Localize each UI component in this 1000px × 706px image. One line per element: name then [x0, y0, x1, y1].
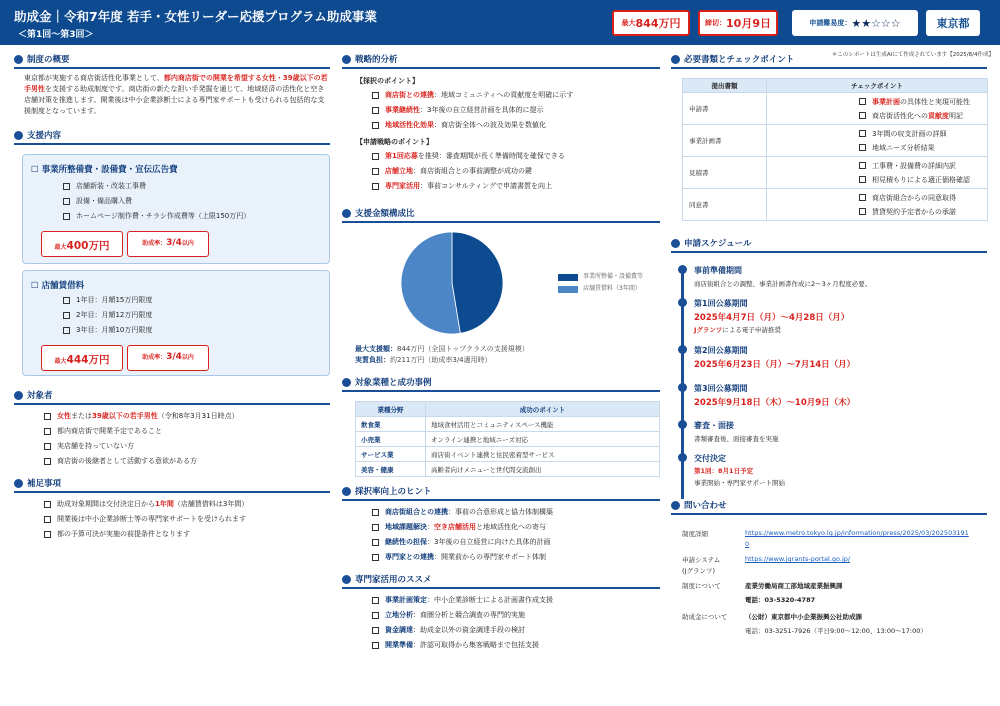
hint-sep: ：: [427, 523, 434, 531]
contact-aid-tel: 電話：03-3251-7926（平日9:00〜12:00、13:00〜17:00）: [745, 627, 927, 635]
industries-section: [342, 376, 660, 392]
deadline-prefix: 締切：: [705, 19, 727, 27]
docs-col-header: 提出書類: [683, 79, 767, 93]
strategy-item-key: 地域活性化効果: [385, 121, 434, 129]
industries-title: 対象業種と成功事例: [355, 378, 432, 388]
card1-item: ホームページ制作費・チラシ作成費等（上限150万円）: [63, 209, 250, 224]
card1-rate-suffix: 以内: [181, 240, 194, 247]
support-card-facilities: [22, 154, 330, 264]
doc-check-red: 貢献度: [928, 111, 949, 120]
pie-legend: [558, 271, 643, 295]
difficulty-label: 申請難易度：: [809, 19, 852, 27]
contact-aid-org: （公財）東京都中小企業振興公社助成課: [745, 613, 862, 621]
docs-section: [671, 53, 987, 69]
ratio-title: 支援金額構成比: [355, 209, 415, 219]
strategy-item: [372, 179, 660, 194]
industry-point: 高齢者向けメニューと世代間交流創出: [426, 462, 660, 477]
chart-icon: [342, 55, 351, 64]
card1-items: [63, 179, 250, 224]
industry-name: サービス業: [356, 447, 426, 462]
ratio-real-value: 約211万円（助成率3/4適用時）: [390, 356, 492, 364]
schedule-step-desc: 書類審査後、面接審査を実施: [694, 435, 779, 443]
doc-check-text: 明記: [949, 111, 963, 120]
overview-title: 制度の概要: [27, 55, 70, 65]
schedule-step-date: 2025年6月23日（月）〜7月14日（月）: [694, 360, 856, 370]
users-icon: [14, 391, 23, 400]
strategy-item-text: ：商店街全体への波及効果を数値化: [434, 121, 546, 129]
strategy-item-key: 事業継続性: [385, 106, 420, 114]
notes-item: [44, 497, 330, 512]
support-section: [14, 129, 330, 145]
building-icon: [342, 378, 351, 387]
card2-item: 2年目：月額12万円限度: [63, 308, 152, 323]
strategy-body: [342, 74, 660, 194]
industry-name: 美容・健康: [356, 462, 426, 477]
difficulty-badge: [792, 10, 918, 36]
card2-max-prefix: 最大: [54, 358, 67, 365]
legend-item: [558, 271, 643, 283]
contact-about-tel: 電話：03-5320-4787: [745, 596, 816, 604]
doc-check-red: 事業計画: [872, 97, 900, 106]
deadline-badge: [698, 10, 778, 36]
card1-rate-pill: [127, 231, 209, 257]
notes-period-red: 1年間: [155, 500, 174, 508]
contact-section: [671, 499, 987, 515]
table-row: [683, 93, 988, 125]
support-header: [14, 129, 330, 145]
card1-rate: 3/4: [166, 238, 182, 248]
warning-icon: [14, 479, 23, 488]
ratio-real-label: 実質負担：: [355, 356, 390, 364]
industry-point: 地域食材活用とコミュニティスペース機能: [426, 417, 660, 432]
doc-check: 相見積もりによる適正価格確認: [859, 173, 987, 187]
industries-col-header: 業種分野: [356, 402, 426, 417]
table-row: [356, 417, 660, 432]
expert-text: ：商圏分析と競合調査の専門的実施: [413, 611, 525, 619]
info-icon: [14, 55, 23, 64]
expert-icon: [342, 575, 351, 584]
table-row: [356, 462, 660, 477]
strategy-item-key: 商店街との連携: [385, 91, 434, 99]
schedule-step-date: 第1回：8月1日予定: [694, 467, 754, 475]
ratio-max-line: [355, 344, 529, 355]
doc-name: 申請書: [683, 93, 767, 125]
contact-title: 問い合わせ: [684, 501, 727, 511]
document-icon: [671, 55, 680, 64]
schedule-step-title: 審査・面接: [694, 421, 734, 430]
industry-point: 商店街イベント連携と住民密着型サービス: [426, 447, 660, 462]
notes-title: 補足事項: [27, 479, 62, 489]
hint-text: と地域活性化への寄与: [476, 523, 546, 531]
table-row: [356, 447, 660, 462]
notes-header: [14, 477, 330, 493]
timeline-dot: [678, 453, 687, 462]
support-pie-chart: [400, 231, 504, 335]
card2-items: [63, 293, 152, 338]
doc-name: 同意書: [683, 189, 767, 221]
strategy-group1: 【採択のポイント】: [356, 77, 419, 85]
industries-table: [355, 401, 660, 477]
strategy-item-text: ：3年後の自立経営計画を具体的に提示: [420, 106, 544, 114]
schedule-step-title: 事前準備期間: [694, 266, 742, 275]
notes-section: [14, 477, 330, 542]
strategy-item: [372, 164, 660, 179]
industries-header-row: [356, 402, 660, 417]
schedule-step-desc: [694, 325, 781, 334]
docs-title: 必要書類とチェックポイント: [684, 55, 795, 65]
contact-system-link[interactable]: https://www.jgrants-portal.go.jp/: [745, 555, 851, 563]
table-row: [356, 432, 660, 447]
eligibility-women: 女性: [57, 412, 71, 420]
table-row: [683, 189, 988, 221]
deadline: 10月9日: [726, 17, 771, 30]
doc-check: 工事費・設備費の詳細内訳: [859, 159, 987, 173]
legend-label: 事業所整備・設備費等: [583, 273, 644, 280]
pie-slice-1: [401, 232, 460, 334]
docs-col-header: チェックポイント: [767, 79, 988, 93]
strategy-item: [372, 118, 660, 133]
notes-list: [14, 497, 330, 542]
contact-detail-link[interactable]: https://www.metro.tokyo.lg.jp/information/press/2025/03/202503191: [745, 529, 969, 537]
docs-header-row: [683, 79, 988, 93]
strategy-item: [372, 103, 660, 118]
pie-icon: [342, 209, 351, 218]
schedule-step-title: 第2回公募期間: [694, 346, 748, 355]
hints-section: [342, 485, 660, 565]
doc-check: 3年間の収支計画の詳細: [859, 127, 987, 141]
contact-about-label: 制度について: [682, 582, 721, 590]
hint-key: 商店街組合との連携: [385, 508, 448, 516]
ratio-summary: [355, 344, 529, 366]
table-row: [683, 125, 988, 157]
support-title: 支援内容: [27, 131, 62, 141]
doc-checks: [767, 189, 988, 221]
card1-item: 店舗新装・改装工事費: [63, 179, 250, 194]
expert-item: [372, 638, 660, 653]
strategy-item: [372, 149, 660, 164]
ratio-max-label: 最大支援額：: [355, 345, 397, 353]
card1-item: 設備・備品購入費: [63, 194, 250, 209]
timeline-dot: [678, 298, 687, 307]
max-amount-badge: [612, 10, 690, 36]
eligibility-item: 実店舗を持っていない方: [44, 439, 330, 454]
timeline-dot: [678, 420, 687, 429]
max-amount: 844万円: [635, 17, 681, 30]
ratio-section: [342, 207, 660, 223]
doc-checks: [767, 93, 988, 125]
eligibility-title: 対象者: [27, 391, 53, 401]
schedule-step-date: 2025年4月7日（月）〜4月28日（月）: [694, 313, 850, 323]
experts-list: [342, 593, 660, 653]
table-row: [683, 157, 988, 189]
ai-note: ＊このレポートは生成AIにて作成されています【2025/8/4作成】: [831, 52, 994, 58]
schedule-title: 申請スケジュール: [684, 239, 752, 249]
industry-name: 飲食業: [356, 417, 426, 432]
schedule-step-title: 第1回公募期間: [694, 299, 748, 308]
hint-red: 空き店舗活用: [434, 523, 476, 531]
contact-system-sublabel: (Jグランツ): [682, 567, 715, 575]
card2-rate-pill: [127, 345, 209, 371]
eligibility-young-men: 39歳以下の若手男性: [92, 412, 158, 420]
notes-item: 都の予算可決が実施の前提条件となります: [44, 527, 330, 542]
notes-item: 開業後は中小企業診断士等の専門家サポートを受けられます: [44, 512, 330, 527]
ratio-max-value: 844万円（全国トップクラスの支援規模）: [397, 345, 529, 353]
strategy-item-key: 専門家活用: [385, 182, 420, 190]
schedule-step-title: 交付決定: [694, 454, 726, 463]
docs-table: [682, 78, 988, 221]
eligibility-or: または: [71, 412, 92, 420]
strategy-group1-list: [356, 88, 660, 133]
hint-text: ：3年後の自立経営に向けた具体的計画: [427, 538, 551, 546]
eligibility-item: 商店街の後継者として活動する意欲がある方: [44, 454, 330, 469]
contact-detail-label: 制度詳細: [682, 530, 708, 538]
industries-col-header: 成功のポイント: [426, 402, 660, 417]
contact-detail-link-cont[interactable]: 0: [745, 540, 750, 548]
hints-header: [342, 485, 660, 501]
doc-checks: [767, 157, 988, 189]
card2-rate: 3/4: [166, 352, 182, 362]
expert-key: 事業計画策定: [385, 596, 427, 604]
contact-aid-label: 助成金について: [682, 613, 728, 621]
overview-text: [14, 73, 330, 117]
strategy-item-key: 第1回応募: [385, 152, 418, 160]
eligibility-item: [44, 409, 330, 424]
timeline-dot: [678, 265, 687, 274]
overview-text2: を支援する助成制度です。商店街の新たな担い手発掘を通じて、地域経済の活性化と空き店舗対策を推進します。開業後は中小企業診断士による専門家サポートも受けられる包括的な支援制度となっています。: [24, 85, 325, 115]
hints-list: [342, 505, 660, 565]
doc-name: 事業計画書: [683, 125, 767, 157]
hints-title: 採択率向上のヒント: [355, 487, 432, 497]
experts-section: [342, 573, 660, 653]
docs-header: [671, 53, 987, 69]
card2-title: ☐ 店舗賃借料: [31, 281, 85, 291]
expert-key: 開業準備: [385, 641, 413, 649]
hint-item: [372, 505, 660, 520]
doc-check: [859, 95, 987, 109]
jgrants-label: Jグランツ: [694, 326, 723, 334]
doc-checks: [767, 125, 988, 157]
support-card-rent: [22, 270, 330, 376]
industries-header: [342, 376, 660, 392]
strategy-header: [342, 53, 660, 69]
schedule-step-title: 第3回公募期間: [694, 384, 748, 393]
notes-period-a: 助成対象期間は交付決定日から: [57, 500, 155, 508]
card1-max: 400万円: [66, 240, 110, 252]
card2-rate-suffix: 以内: [181, 354, 194, 361]
doc-check: [859, 109, 987, 123]
pie-slice-0: [452, 232, 503, 333]
expert-text: ：助成金以外の資金調達手段の検討: [413, 626, 525, 634]
region-badge: 東京都: [926, 10, 980, 36]
hint-key: 専門家との連携: [385, 553, 434, 561]
eligibility-header: [14, 389, 330, 405]
timeline-dot: [678, 383, 687, 392]
doc-check: 商店街組合からの同意取得: [859, 191, 987, 205]
lightbulb-icon: [342, 487, 351, 496]
schedule-step-date: 2025年9月18日（木）〜10月9日（木）: [694, 398, 856, 408]
ratio-header: [342, 207, 660, 223]
legend-swatch: [558, 286, 578, 293]
notes-period-b: （店舗賃借料は3年間）: [173, 500, 249, 508]
eligibility-section: [14, 389, 330, 469]
strategy-item-text: ：商店街組合との事前調整が成功の鍵: [413, 167, 532, 175]
timeline-dot: [678, 345, 687, 354]
strategy-group2-list: [356, 149, 660, 194]
handshake-icon: [14, 131, 23, 140]
hint-item: [372, 535, 660, 550]
eligibility-date: （令和8年3月31日時点）: [157, 412, 239, 420]
overview-text1: 東京都が実施する商店街活性化事業として、: [24, 74, 164, 82]
strategy-section: [342, 53, 660, 194]
card1-title: ☐ 事業所整備費・設備費・宣伝広告費: [31, 165, 178, 175]
expert-key: 資金調達: [385, 626, 413, 634]
calendar-icon: [671, 239, 680, 248]
eligibility-list: [14, 409, 330, 469]
industry-name: 小売業: [356, 432, 426, 447]
expert-key: 立地分析: [385, 611, 413, 619]
experts-title: 専門家活用のススメ: [355, 575, 432, 585]
hint-key: 地域課題解決: [385, 523, 427, 531]
card2-item: 3年目：月額10万円限度: [63, 323, 152, 338]
max-prefix: 最大: [621, 19, 636, 27]
overview-text-red: 都内商店街での開業を希望する女性・39歳以下の若手男性: [24, 74, 328, 93]
strategy-item-text: ：事前コンサルティングで申請書質を向上: [420, 182, 552, 190]
phone-icon: [671, 501, 680, 510]
legend-item: [558, 283, 643, 295]
schedule-step-note: による電子申請推奨: [722, 326, 781, 334]
contact-header: [671, 499, 987, 515]
card1-rate-label: 助成率：: [142, 240, 167, 247]
expert-item: [372, 623, 660, 638]
legend-label: 店舗賃借料（3年間）: [583, 285, 641, 292]
expert-item: [372, 593, 660, 608]
eligibility-item: 都内商店街で開業予定であること: [44, 424, 330, 439]
card2-max: 444万円: [66, 354, 110, 366]
experts-header: [342, 573, 660, 589]
legend-swatch: [558, 274, 578, 281]
overview-section: [14, 53, 330, 117]
doc-check: 賃貸契約予定者からの承諾: [859, 205, 987, 219]
strategy-item-text: を推奨：審査期間が長く準備時間を確保できる: [417, 152, 565, 160]
ratio-real-line: [355, 355, 529, 366]
schedule-section: [671, 237, 987, 253]
page-subtitle: ＜第1回〜第3回＞: [18, 30, 94, 40]
strategy-item-text: ：地域コミュニティへの貢献度を明確に示す: [434, 91, 574, 99]
hint-text: ：事前の合意形成と協力体制構築: [448, 508, 553, 516]
card1-max-pill: [41, 231, 123, 257]
hint-item: [372, 520, 660, 535]
schedule-step-desc: 事業開始・専門家サポート開始: [694, 479, 785, 487]
strategy-item: [372, 88, 660, 103]
expert-item: [372, 608, 660, 623]
expert-text: ：許認可取得から集客戦略まで包括支援: [413, 641, 539, 649]
industry-point: オンライン連携と地域ニーズ対応: [426, 432, 660, 447]
header-bar: [0, 0, 1000, 45]
expert-text: ：中小企業診断士による計画書作成支援: [427, 596, 553, 604]
difficulty-stars: ★★☆☆☆: [851, 16, 901, 30]
doc-check-text: の具体性と実現可能性: [900, 97, 970, 106]
schedule-header: [671, 237, 987, 253]
overview-header: [14, 53, 330, 69]
doc-check-pre: 商店街活性化への: [872, 111, 928, 120]
page-title: 助成金｜令和7年度 若手・女性リーダー応援プログラム助成事業: [14, 9, 377, 24]
hint-key: 継続性の担保: [385, 538, 427, 546]
card1-max-prefix: 最大: [54, 244, 67, 251]
card2-max-pill: [41, 345, 123, 371]
strategy-group2: 【申請戦略のポイント】: [356, 138, 433, 146]
contact-system-label: 申請システム: [682, 556, 721, 564]
doc-check: 地域ニーズ分析結果: [859, 141, 987, 155]
card2-rate-label: 助成率：: [142, 354, 167, 361]
card2-item: 1年目：月額15万円限度: [63, 293, 152, 308]
doc-name: 見積書: [683, 157, 767, 189]
hint-item: [372, 550, 660, 565]
hint-text: ：開業前からの専門家サポート体制: [434, 553, 546, 561]
strategy-title: 戦略的分析: [355, 55, 398, 65]
schedule-step-desc: 商店街組合との調整、事業計画書作成に2〜3ヶ月程度必要。: [694, 280, 872, 288]
strategy-item-key: 店舗立地: [385, 167, 413, 175]
contact-about-org: 産業労働局商工部地域産業振興課: [745, 582, 843, 590]
